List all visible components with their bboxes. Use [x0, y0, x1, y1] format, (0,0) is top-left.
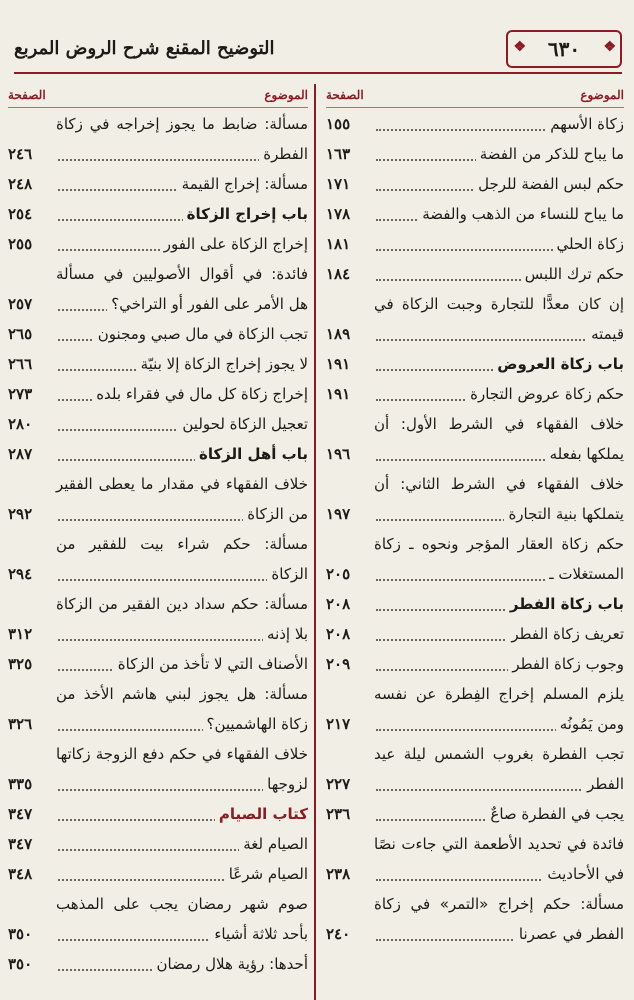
toc-entry-title: تجب الزكاة في مال صبي ومجنون: [94, 325, 308, 343]
toc-entry: [326, 589, 624, 619]
toc-entry: [8, 169, 308, 199]
toc-entry: [326, 829, 624, 889]
toc-entry-page: ٢٨٧: [8, 445, 33, 463]
toc-entry-title: مسألة: حكم شراء بيت للفقير من الزكاة: [56, 535, 308, 583]
toc-entry: [8, 679, 308, 739]
toc-entry-page: ٣٢٦: [8, 715, 33, 733]
toc-entry-page: ٢٩٤: [8, 565, 33, 583]
toc-entry-title: وجوب زكاة الفطر: [508, 655, 624, 673]
toc-entry-title: إخراج زكاة كل مال في فقراء بلده: [92, 385, 308, 403]
toc-entry-title: مسألة: حكم إخراج «التمر» في زكاة الفطر في عصرنا: [374, 895, 624, 943]
toc-entry: [326, 169, 624, 199]
page-label: الصفحة: [8, 88, 46, 102]
toc-entry: [8, 829, 308, 859]
toc-entry-page: ١٨٩: [326, 325, 351, 343]
topic-label: الموضوع: [580, 88, 624, 102]
toc-entry: [8, 799, 308, 829]
toc-entry-title: زكاة الأسهم: [546, 115, 624, 133]
topic-label: الموضوع: [264, 88, 308, 102]
toc-entry: [326, 109, 624, 139]
toc-entry: [326, 409, 624, 469]
toc-entry-page: ٢٣٨: [326, 865, 351, 883]
toc-entry-page: ٢٠٩: [326, 655, 351, 673]
toc-entry-title: مسألة: حكم سداد دين الفقير من الزكاة بلا إذنه: [56, 595, 308, 643]
toc-entry-page: ٣٤٧: [8, 835, 33, 853]
toc-entry-title: إن كان معدًّا للتجارة وجبت الزكاة في قيمته: [374, 295, 624, 343]
toc-entry-title: تجب الفطرة بغروب الشمس ليلة عيد الفطر: [374, 745, 624, 793]
toc-entry-title: حكم زكاة العقار المؤجر ونحوه ـ زكاة المستغلات ـ: [374, 535, 624, 583]
toc-entry-title: تعريف زكاة الفطر: [507, 625, 624, 643]
toc-entry-page: ٢٤٠: [326, 925, 351, 943]
toc-entry: [8, 889, 308, 949]
toc-entry-title: باب أهل الزكاة: [195, 445, 308, 463]
toc-entry-title: ما يباح للنساء من الذهب والفضة: [418, 205, 624, 223]
toc-entry-title: باب زكاة الفطر: [506, 595, 624, 613]
toc-entry: [326, 349, 624, 379]
toc-entry-page: ١٩٧: [326, 505, 351, 523]
toc-entry: [326, 469, 624, 529]
column-divider: [314, 84, 316, 1000]
toc-entry-page: ١٦٣: [326, 145, 351, 163]
toc-entry-title: خلاف الفقهاء في الشرط الأول: أن يملكها بفعله: [374, 415, 624, 463]
toc-entry-page: ٢١٧: [326, 715, 351, 733]
toc-entry: [8, 379, 308, 409]
toc-entry-title: فائدة في تحديد الأطعمة التي جاءت نصًا في الأحاديث: [374, 835, 624, 883]
ornament-icon: ❖: [513, 39, 526, 55]
toc-entry-title: فائدة: في أقوال الأصوليين في مسألة هل الأمر على الفور أو التراخي؟: [56, 265, 308, 313]
toc-entry: [326, 799, 624, 829]
book-title: التوضيح المقنع شرح الروض المربع: [14, 38, 275, 59]
toc-entry-page: ٢٣٦: [326, 805, 351, 823]
header-separator: [8, 107, 308, 108]
page-label: الصفحة: [326, 88, 364, 102]
toc-entry-page: ١٨٤: [326, 265, 351, 283]
ornament-icon: ❖: [603, 39, 616, 55]
toc-entry-title: زكاة الحلي: [553, 235, 624, 253]
toc-entry: [326, 139, 624, 169]
toc-entry-title: مسألة: ضابط ما يجوز إخراجه في زكاة الفطرة: [56, 115, 308, 163]
page-header: [14, 30, 622, 72]
toc-entry-page: ٣٥٠: [8, 925, 33, 943]
toc-entry-page: ٢٥٧: [8, 295, 33, 313]
toc-entry-page: ٣١٢: [8, 625, 33, 643]
toc-entry: [326, 739, 624, 799]
toc-entry-page: ١٩٦: [326, 445, 351, 463]
toc-entry-page: ٣٣٥: [8, 775, 33, 793]
toc-entry-title: حكم ترك اللبس: [521, 265, 624, 283]
toc-entry-title: خلاف الفقهاء في الشرط الثاني: أن يتملكها بنية التجارة: [374, 475, 624, 523]
toc-entry-title: الأصناف التي لا تأخذ من الزكاة: [114, 655, 308, 673]
toc-entry-title: حكم زكاة عروض التجارة: [466, 385, 624, 403]
toc-entry-page: ٢٠٨: [326, 595, 351, 613]
toc-entry-page: ١٩١: [326, 385, 351, 403]
toc-entry-title: خلاف الفقهاء في مقدار ما يعطى الفقير من الزكاة: [56, 475, 308, 523]
toc-entry-page: ٢٠٥: [326, 565, 351, 583]
toc-entry: [326, 259, 624, 289]
toc-entry-title: باب إخراج الزكاة: [183, 205, 308, 223]
left-column: [8, 84, 308, 1000]
toc-entry-title: حكم لبس الفضة للرجل: [474, 175, 624, 193]
page-number: ٦٣٠: [547, 37, 581, 61]
toc-entry: [326, 229, 624, 259]
toc-entry-page: ٢٩٢: [8, 505, 33, 523]
toc-entry-title: يجب في الفطرة صاعٌ: [486, 805, 624, 823]
toc-entry: [8, 949, 308, 979]
toc-entry-page: ١٩١: [326, 355, 351, 373]
toc-entry-page: ٢٥٤: [8, 205, 33, 223]
toc-entry-page: ٢٥٥: [8, 235, 33, 253]
toc-entry: [8, 469, 308, 529]
toc-entry: [326, 529, 624, 589]
toc-entry-page: ٣٢٥: [8, 655, 33, 673]
toc-entry: [326, 649, 624, 679]
toc-entry-page: ٢٢٧: [326, 775, 351, 793]
toc-entry: [326, 289, 624, 349]
toc-entry-title: لا يجوز إخراج الزكاة إلا بنيّة: [137, 355, 308, 373]
toc-entry: [8, 859, 308, 889]
toc-entry-title: أحدها: رؤية هلال رمضان: [153, 955, 309, 973]
toc-entry: [326, 679, 624, 739]
entry-list: [8, 109, 308, 979]
toc-entry: [326, 199, 624, 229]
toc-entry: [8, 229, 308, 259]
toc-entry-page: ٢٠٨: [326, 625, 351, 643]
toc-entry-title: الصيام شرعًا: [225, 865, 308, 883]
toc-entry: [8, 199, 308, 229]
toc-entry-title: باب زكاة العروض: [493, 355, 624, 373]
toc-entry-title: الصيام لغة: [239, 835, 308, 853]
toc-entry: [326, 379, 624, 409]
toc-entry-page: ١٧١: [326, 175, 351, 193]
header-rule: [14, 72, 622, 74]
toc-entry: [8, 409, 308, 439]
toc-entry-title: ما يباح للذكر من الفضة: [476, 145, 624, 163]
toc-entry-title: مسألة: إخراج القيمة: [178, 175, 308, 193]
toc-entry: [8, 739, 308, 799]
toc-entry: [326, 889, 624, 949]
toc-entry-page: ١٧٨: [326, 205, 351, 223]
toc-entry-page: ٢٦٥: [8, 325, 33, 343]
toc-entry-title: مسألة: هل يجوز لبني هاشم الأخذ من زكاة الهاشميين؟: [56, 685, 308, 733]
header-separator: [326, 107, 624, 108]
toc-entry-page: ٣٤٧: [8, 805, 33, 823]
toc-entry-title: خلاف الفقهاء في حكم دفع الزوجة زكاتها لزوجها: [56, 745, 308, 793]
toc-entry-page: ٢٨٠: [8, 415, 33, 433]
toc-entry-page: ٢٦٦: [8, 355, 33, 373]
toc-entry: [8, 529, 308, 589]
column-header: [8, 84, 308, 106]
toc-entry: [8, 589, 308, 649]
toc-entry-title: كتاب الصيام: [215, 805, 308, 823]
toc-entry: [8, 649, 308, 679]
toc-entry-page: ٢٤٦: [8, 145, 33, 163]
toc-entry-title: تعجيل الزكاة لحولين: [178, 415, 308, 433]
entry-list: [326, 109, 624, 949]
toc-entry-title: إخراج الزكاة على الفور: [160, 235, 308, 253]
toc-entry: [8, 439, 308, 469]
page-number-box: [506, 30, 622, 68]
toc-entry: [8, 259, 308, 319]
toc-entry-page: ١٥٥: [326, 115, 351, 133]
toc-entry: [8, 319, 308, 349]
toc-entry: [326, 619, 624, 649]
toc-entry-page: ٢٤٨: [8, 175, 33, 193]
toc-entry: [8, 109, 308, 169]
toc-entry-page: ٢٧٣: [8, 385, 33, 403]
toc-entry: [8, 349, 308, 379]
column-header: [326, 84, 624, 106]
toc-entry-title: صوم شهر رمضان يجب على المذهب بأحد ثلاثة أشياء: [56, 895, 308, 943]
toc-entry-title: يلزم المسلم إخراج الفِطرة عن نفسه ومن يَمُونُه: [374, 685, 624, 733]
toc-entry-page: ١٨١: [326, 235, 351, 253]
toc-entry-page: ٣٥٠: [8, 955, 33, 973]
right-column: [326, 84, 624, 1000]
toc-entry-page: ٣٤٨: [8, 865, 33, 883]
